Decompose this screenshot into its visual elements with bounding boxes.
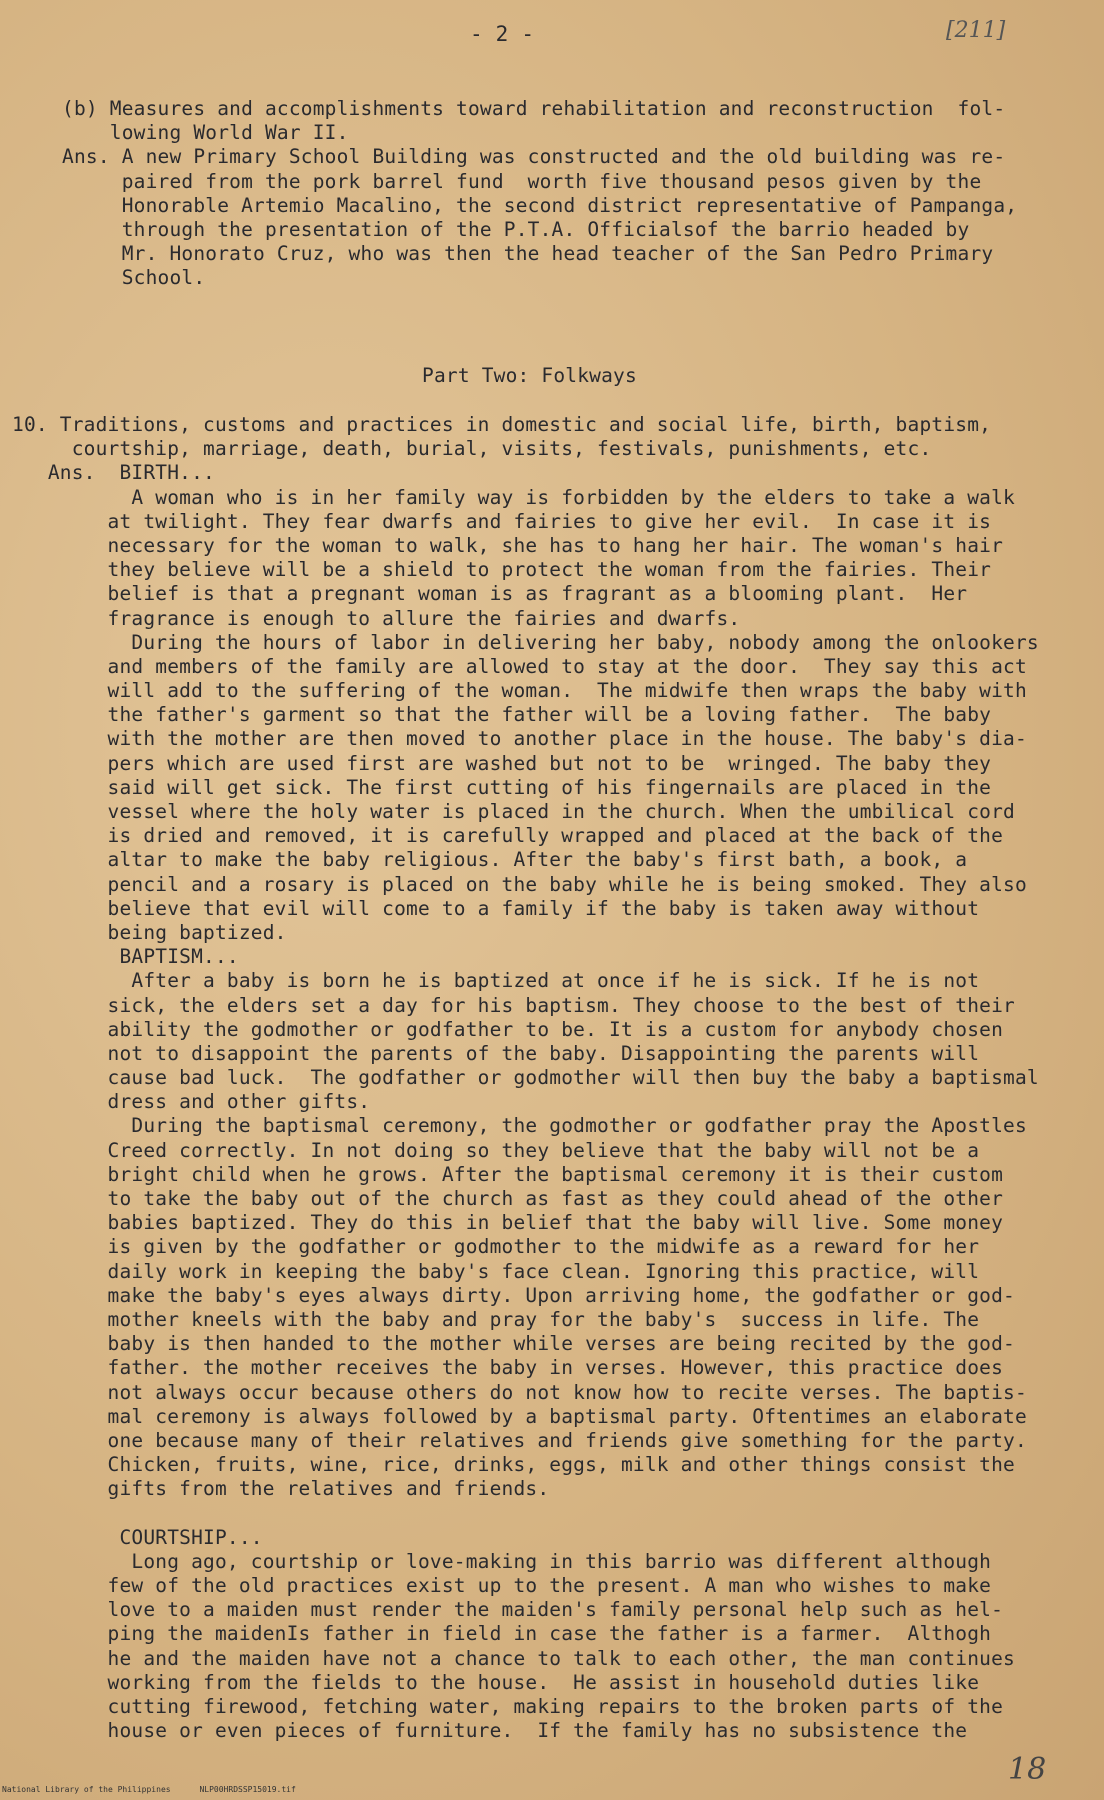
corner-mark: [211] [946,18,1006,43]
text-line [12,1501,1039,1525]
text-line: Creed correctly. In not doing so they believe that the baby will not be a [12,1138,980,1162]
text-line: BAPTISM... [12,945,239,969]
text-line: will add to the suffering of the woman. The midwife then wraps the baby with [12,679,1027,703]
text-line: and members of the family are allowed to stay at the door. They say this act [12,654,1027,678]
text-line: the father's garment so that the father will be a loving father. The baby [12,703,992,727]
text-line: courtship, marriage, death, burial, visits, festivals, punishments, etc. [12,437,932,461]
text-line: fragrance is enough to allure the fairies and dwarfs. [12,606,741,630]
text-line: baby is then handed to the mother while verses are being recited by the god- [12,1332,1015,1356]
page-stamp: 18 [1008,1752,1047,1787]
text-line: not to disappoint the parents of the baby. Disappointing the parents will [12,1041,980,1065]
text-line: mal ceremony is always followed by a baptismal party. Oftentimes an elaborate [12,1404,1027,1428]
text-line: love to a maiden must render the maiden's family personal help such as hel- [12,1598,1004,1622]
text-line: Chicken, fruits, wine, rice, drinks, eggs, milk and other things consist the [12,1453,1015,1477]
text-line: babies baptized. They do this in belief that the baby will live. Some money [12,1211,1004,1235]
text-line: (b) Measures and accomplishments toward rehabilitation and reconstruction fol- [62,97,1006,120]
page-number: - 2 - [470,22,535,46]
text-line: After a baby is born he is baptized at once if he is sick. If he is not [12,969,980,993]
text-line: one because many of their relatives and friends give something for the party. [12,1428,1027,1452]
text-line: School. [62,266,206,290]
text-line: daily work in keeping the baby's face clean. Ignoring this practice, will [12,1259,980,1283]
text-line: believe that evil will come to a family if the baby is taken away without [12,896,980,920]
text-line: ability the godmother or godfather to be. It is a custom for anybody chosen [12,1017,1004,1041]
text-line: mother kneels with the baby and pray for the baby's success in life. The [12,1307,980,1331]
text-line: working from the fields to the house. He assist in household duties like [12,1670,980,1694]
text-line: being baptized. [12,920,287,944]
text-line: During the baptismal ceremony, the godmother or godfather pray the Apostles [12,1114,1027,1138]
text-line: through the presentation of the P.T.A. Officialsof the barrio headed by [62,217,970,241]
text-line: with the mother are then moved to another place in the house. The baby's dia- [12,727,1027,751]
text-line: pers which are used first are washed but not to be wringed. The baby they [12,751,992,775]
text-line: Ans. BIRTH... [12,461,215,485]
text-line: Mr. Honorato Cruz, who was then the head teacher of the San Pedro Primary [62,242,994,266]
text-line: sick, the elders set a day for his baptism. They choose to the best of their [12,993,1015,1017]
text-line: A woman who is in her family way is forbidden by the elders to take a walk [12,485,1015,509]
text-line: vessel where the holy water is placed in the church. When the umbilical cord [12,800,1015,823]
text-line: father. the mother receives the baby in verses. However, this practice does [12,1356,1004,1380]
text-line: 10. Traditions, customs and practices in domestic and social life, birth, baptism, [12,413,992,436]
text-line: dress and other gifts. [12,1090,371,1114]
text-line: house or even pieces of furniture. If the family has no subsistence the [12,1719,968,1743]
text-line: belief is that a pregnant woman is as fragrant as a blooming plant. Her [12,582,968,606]
text-line: ping the maidenIs father in field in case the father is a farmer. Althogh [12,1622,992,1646]
text-line: is given by the godfather or godmother to the midwife as a reward for her [12,1235,980,1259]
text-line: said will get sick. The first cutting of his fingernails are placed in the [12,775,992,799]
footer-caption: National Library of the Philippines NLP00HRDSSP15019.tif [2,1785,296,1794]
text-line: COURTSHIP... [12,1525,263,1549]
text-line: necessary for the woman to walk, she has to hang her hair. The woman's hair [12,533,1004,557]
text-line: few of the old practices exist up to the present. A man who wishes to make [12,1574,992,1597]
text-line: Long ago, courtship or love-making in this barrio was different although [12,1549,992,1573]
text-line: not always occur because others do not know how to recite verses. The baptis- [12,1380,1027,1404]
text-line: During the hours of labor in delivering her baby, nobody among the onlookers [12,630,1039,654]
text-line: cutting firewood, fetching water, making repairs to the broken parts of the [12,1694,1004,1718]
text-line: lowing World War II. [62,121,349,145]
text-line: paired from the pork barrel fund worth five thousand pesos given by the [62,169,982,193]
text-line: they believe will be a shield to protect the woman from the fairies. Their [12,558,992,582]
text-line: make the baby's eyes always dirty. Upon arriving home, the godfather or god- [12,1283,1015,1307]
folkways-body [12,413,1039,1743]
text-line: Honorable Artemio Macalino, the second district representative of Pampanga, [62,193,1018,217]
section-b [62,97,1017,291]
text-line: is dried and removed, it is carefully wrapped and placed at the back of the [12,824,1004,848]
text-line: Ans. A new Primary School Building was constructed and the old building was re- [62,145,1006,169]
text-line: pencil and a rosary is placed on the baby while he is being smoked. They also [12,872,1027,896]
text-line: altar to make the baby religious. After the baby's first bath, a book, a [12,848,968,872]
text-line: bright child when he grows. After the baptismal ceremony it is their custom [12,1162,1004,1186]
text-line: cause bad luck. The godfather or godmother will then buy the baby a baptismal [12,1066,1039,1090]
text-line: to take the baby out of the church as fast as they could ahead of the other [12,1187,1004,1210]
text-line: at twilight. They fear dwarfs and fairies to give her evil. In case it is [12,509,992,533]
part-heading: Part Two: Folkways [422,364,637,387]
text-line: he and the maiden have not a chance to talk to each other, the man continues [12,1646,1015,1670]
text-line: gifts from the relatives and friends. [12,1477,550,1501]
